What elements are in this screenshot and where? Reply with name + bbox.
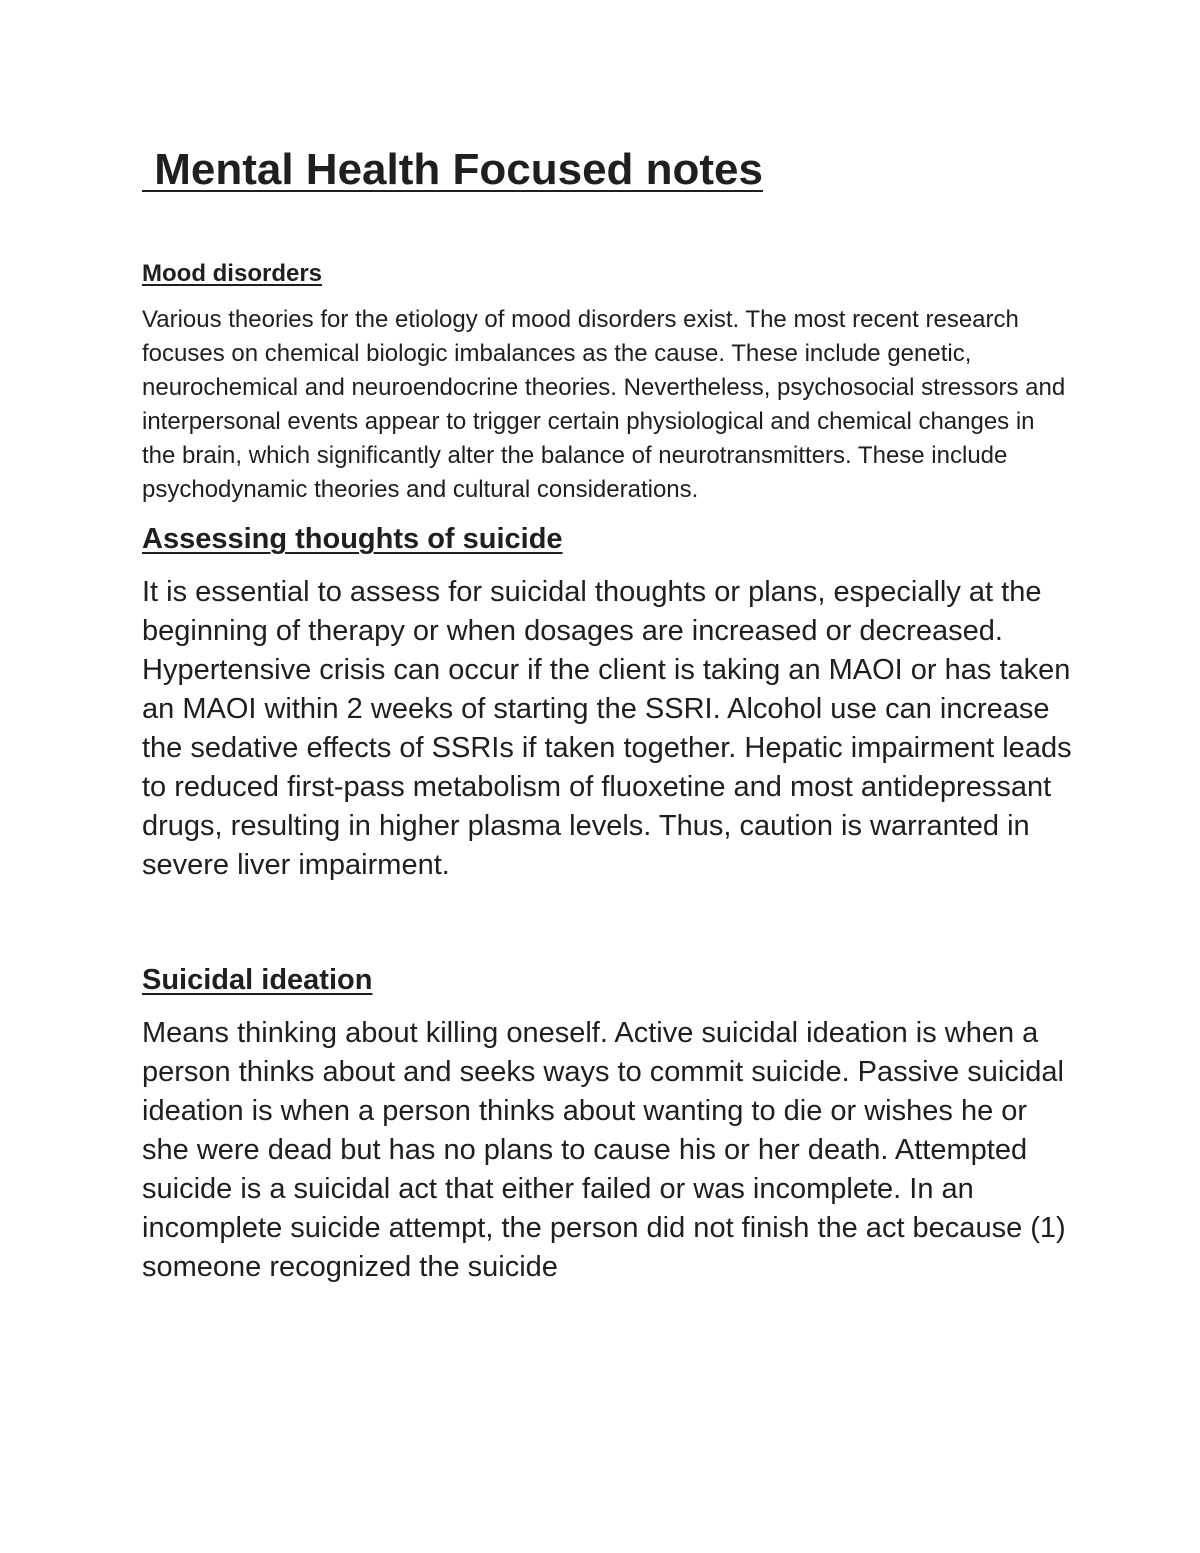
section-heading-assessing-suicide: Assessing thoughts of suicide: [142, 523, 563, 555]
section-body-assessing-suicide: It is essential to assess for suicidal thoughts or plans, especially at the beginning of therapy or when dosages are increased or decreased. Hypertensive crisis can occur if the client is taking an MAOI or has taken an MAOI within 2 weeks of starting the SSRI. Alcohol use can increase the sedative effects of SSRIs if taken together. Hepatic impairment leads to reduced first-pass metabolism of fluoxetine and most antidepressant drugs, resulting in higher plasma levels. Thus, caution is warranted in severe liver impairment.: [142, 576, 1072, 881]
section-body-suicidal-ideation: Means thinking about killing oneself. Active suicidal ideation is when a person thinks about and seeks ways to commit suicide. Passive suicidal ideation is when a person thinks about wanting to die or wishes he or she were dead but has no plans to cause his or her death. Attempted suicide is a suicidal act that either failed or was incomplete. In an incomplete suicide attempt, the person did not finish the act because (1) someone recognized the suicide: [142, 1017, 1066, 1283]
section-heading-suicidal-ideation: Suicidal ideation: [142, 964, 373, 996]
section-heading-mood-disorders: Mood disorders: [142, 260, 323, 287]
section-body-mood-disorders: Various theories for the etiology of mood disorders exist. The most recent research focuses on chemical biologic imbalances as the cause. These include genetic, neurochemical and neuroendocrine theories. Nevertheless, psychosocial stressors and interpersonal events appear to trigger certain physiological and chemical changes in the brain, which significantly alter the balance of neurotransmitters. These include psychodynamic theories and cultural considerations.: [142, 306, 1066, 503]
document-title: Mental Health Focused notes: [142, 145, 763, 194]
